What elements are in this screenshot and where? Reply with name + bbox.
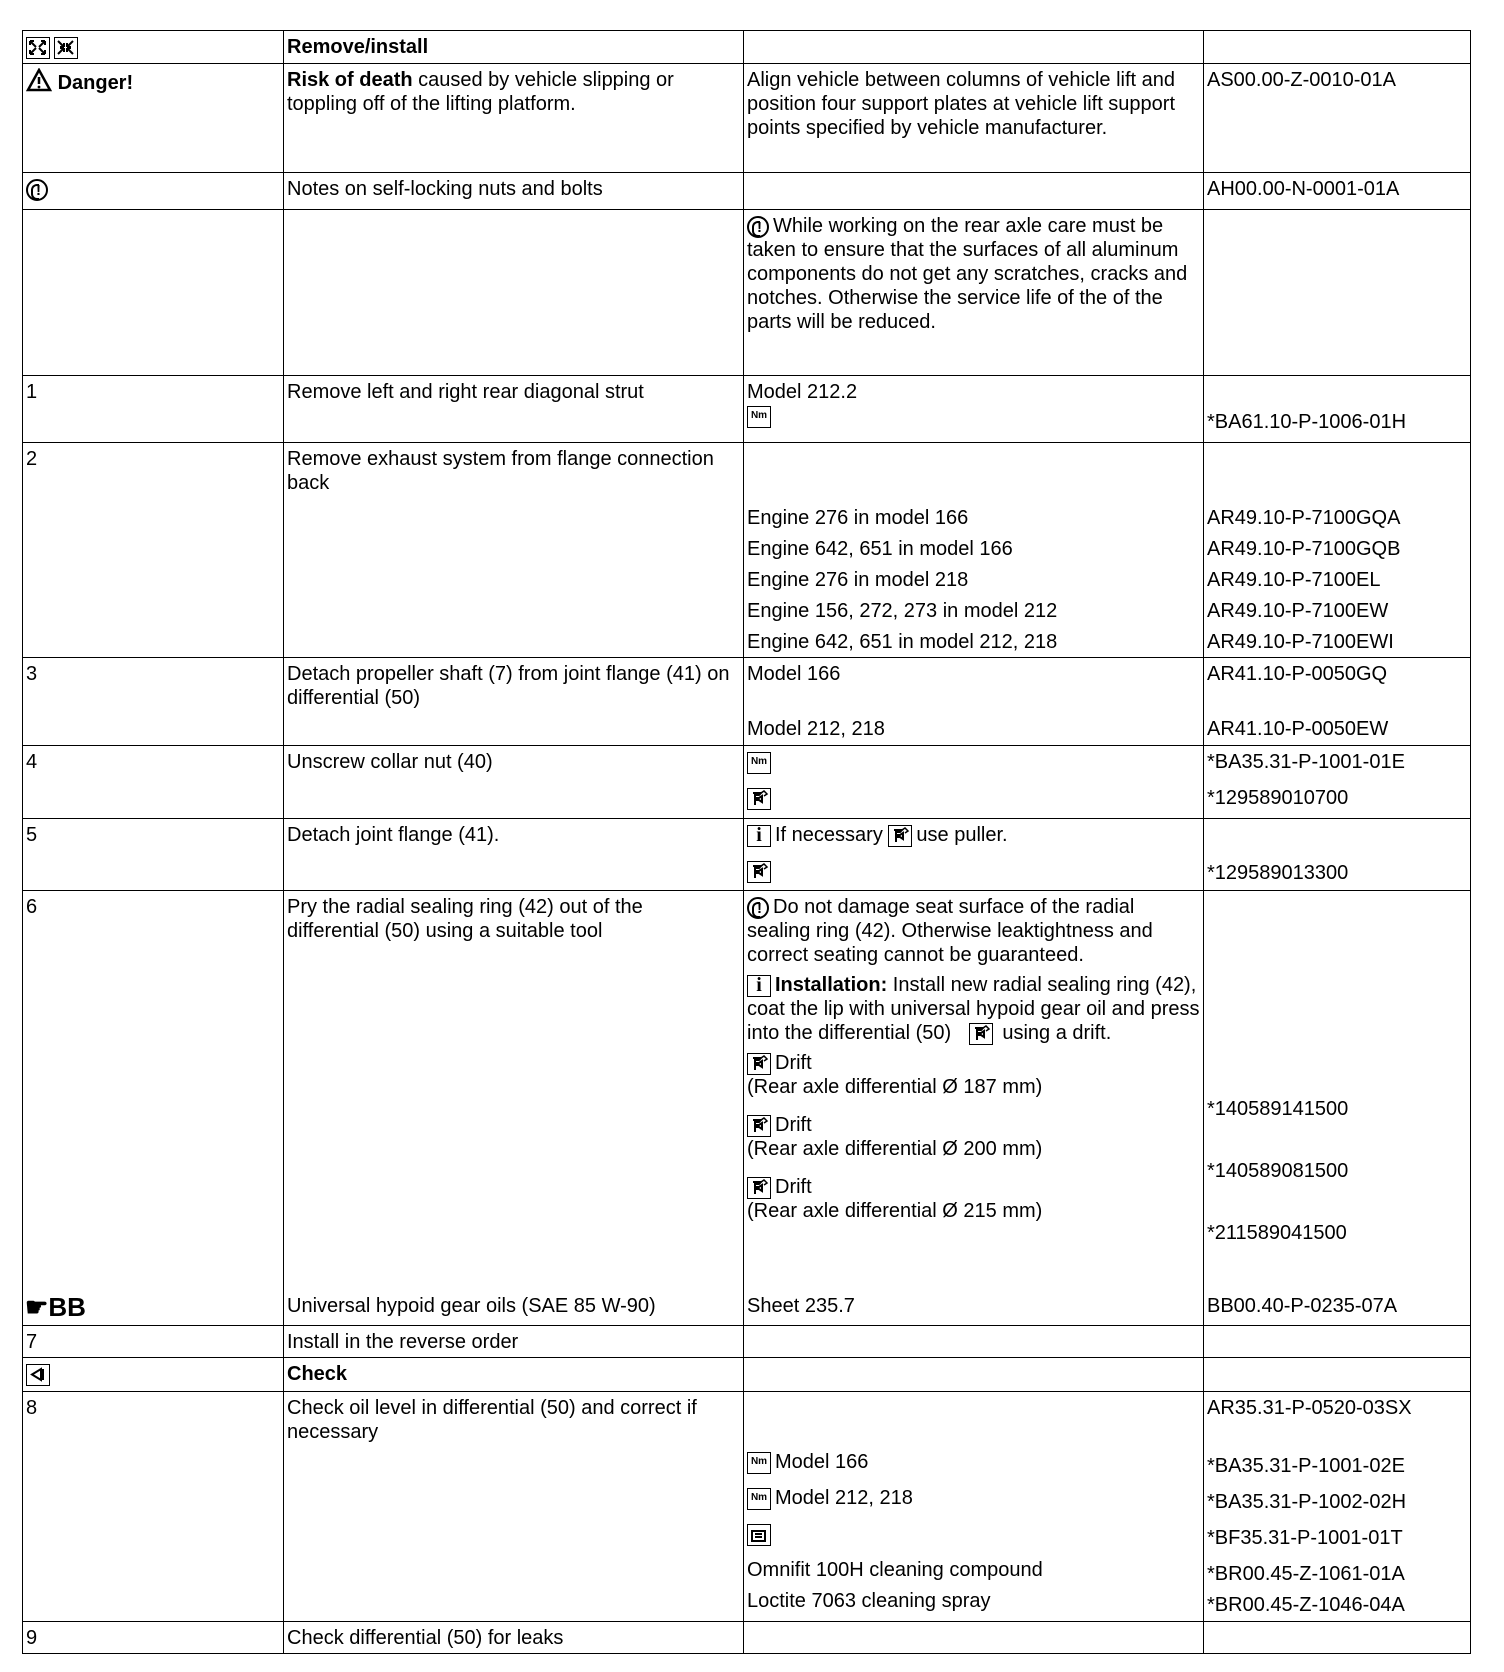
- step-row: [23, 891, 1471, 1326]
- step-text: Pry the radial sealing ring (42) out of the differential (50) using a suitable tool: [287, 896, 643, 942]
- reference-link[interactable]: *BA35.31-P-1002-02H: [1207, 1491, 1407, 1513]
- special-tool-icon: [888, 825, 912, 847]
- aluminum-note-row: [23, 210, 1471, 376]
- reference-link[interactable]: *129589013300: [1207, 862, 1349, 884]
- step-number: 5: [23, 819, 284, 891]
- step-number: 6: [26, 896, 38, 918]
- info-icon: i: [747, 975, 771, 997]
- installation-text: Install new radial sealing ring (42), coat the lip with universal hypoid gear oil and press into the differential (50): [747, 974, 1200, 1044]
- step-number: 1: [23, 376, 284, 443]
- oil-sheet: Sheet 235.7: [747, 1295, 855, 1317]
- remove-install-icons: [23, 31, 284, 64]
- info-text-end: use puller.: [916, 824, 1008, 846]
- installation-tail: using a drift.: [996, 1022, 1112, 1044]
- step-text: Detach propeller shaft (7) from joint flange (41) on differential (50): [284, 658, 744, 746]
- step-text: Check oil level in differential (50) and correct if necessary: [284, 1392, 744, 1622]
- danger-row: [23, 64, 1471, 173]
- reference-link[interactable]: AR49.10-P-7100EWI: [1207, 631, 1394, 653]
- special-tool-icon: [747, 1115, 771, 1137]
- remove-icon: [26, 37, 50, 59]
- reference-link[interactable]: *BF35.31-P-1001-01T: [1207, 1527, 1403, 1549]
- engine-spec: Engine 276 in model 218: [747, 569, 969, 591]
- model-spec: Model 212, 218: [747, 718, 885, 740]
- fluid-icon: [747, 1524, 771, 1546]
- risk-text: caused by vehicle slipping or toppling off of the lifting platform.: [287, 69, 674, 115]
- step-number: 7: [23, 1326, 284, 1358]
- warning-triangle-icon: [26, 68, 52, 98]
- danger-ref: AS00.00-Z-0010-01A: [1204, 64, 1471, 173]
- reference-link[interactable]: *211589041500: [1207, 1222, 1347, 1244]
- step-number: 3: [23, 658, 284, 746]
- engine-spec: Engine 156, 272, 273 in model 212: [747, 600, 1058, 622]
- step-row: [23, 819, 1471, 891]
- notes-text: Notes on self-locking nuts and bolts: [284, 173, 744, 210]
- reference-link[interactable]: AR49.10-P-7100EW: [1207, 600, 1389, 622]
- model-spec: Model 166: [775, 1451, 869, 1473]
- torque-icon: Nm: [747, 1452, 771, 1474]
- special-tool-icon: [747, 1053, 771, 1075]
- drift-label: Drift: [775, 1052, 812, 1074]
- header-row: [23, 31, 1471, 64]
- model-spec: Model 212, 218: [775, 1487, 913, 1509]
- installation-label: Installation:: [775, 974, 888, 996]
- caution-icon: [747, 216, 769, 238]
- reference-link[interactable]: *BA35.31-P-1001-02E: [1207, 1455, 1405, 1477]
- reference-link[interactable]: BB00.40-P-0235-07A: [1207, 1295, 1398, 1317]
- step-row: [23, 1326, 1471, 1358]
- special-tool-icon: [969, 1023, 993, 1045]
- notes-ref: AH00.00-N-0001-01A: [1204, 173, 1471, 210]
- bb-reference-marker: [25, 1292, 86, 1322]
- info-text: If necessary: [775, 824, 889, 846]
- risk-bold: Risk of death: [287, 69, 413, 91]
- engine-spec: Engine 642, 651 in model 212, 218: [747, 631, 1058, 653]
- check-header-row: [23, 1358, 1471, 1392]
- torque-icon: Nm: [747, 752, 771, 774]
- caution-icon: [26, 179, 48, 201]
- section-title: Remove/install: [284, 31, 744, 64]
- engine-spec: Engine 276 in model 166: [747, 507, 969, 529]
- special-tool-icon: [747, 861, 771, 883]
- reference-link[interactable]: *BA35.31-P-1001-01E: [1207, 751, 1405, 773]
- check-icon: [26, 1364, 50, 1386]
- caution-icon: [747, 897, 769, 919]
- cleaning-spec: Loctite 7063 cleaning spray: [747, 1590, 991, 1612]
- reference-link[interactable]: *129589010700: [1207, 787, 1349, 809]
- pointing-hand-icon: ☛: [25, 1292, 49, 1322]
- drift-desc: (Rear axle differential Ø 200 mm): [747, 1138, 1043, 1160]
- special-tool-icon: [747, 788, 771, 810]
- reference-link[interactable]: *BR00.45-Z-1046-04A: [1207, 1594, 1405, 1616]
- step-number: 9: [23, 1622, 284, 1654]
- reference-link[interactable]: *140589141500: [1207, 1098, 1349, 1120]
- caution-text: Do not damage seat surface of the radial sealing ring (42). Otherwise leaktightness and correct seating cannot be guaranteed.: [747, 896, 1153, 966]
- step-number: 2: [23, 443, 284, 658]
- engine-spec: Engine 642, 651 in model 166: [747, 538, 1013, 560]
- step-row: [23, 658, 1471, 746]
- step-row: [23, 1622, 1471, 1654]
- drift-label: Drift: [775, 1176, 812, 1198]
- torque-icon: Nm: [747, 406, 771, 428]
- reference-link[interactable]: AR41.10-P-0050GQ: [1207, 663, 1388, 685]
- reference-link[interactable]: *BA61.10-P-1006-01H: [1207, 411, 1407, 433]
- info-icon: i: [747, 825, 771, 847]
- step-number: 4: [23, 746, 284, 819]
- danger-action: Align vehicle between columns of vehicle lift and position four support plates at vehicle lift support points specified by vehicle manufacturer.: [744, 64, 1204, 173]
- step-text: Install in the reverse order: [284, 1326, 744, 1358]
- drift-desc: (Rear axle differential Ø 215 mm): [747, 1200, 1043, 1222]
- oil-text: Universal hypoid gear oils (SAE 85 W-90): [287, 1295, 656, 1317]
- aluminum-note: While working on the rear axle care must be taken to ensure that the surfaces of all aluminum components do not get any scratches, cracks and notches. Otherwise the service life of the of the parts will be reduced.: [747, 215, 1188, 333]
- reference-link[interactable]: AR49.10-P-7100GQA: [1207, 507, 1401, 529]
- reference-link[interactable]: AR49.10-P-7100EL: [1207, 569, 1381, 591]
- reference-link[interactable]: *140589081500: [1207, 1160, 1349, 1182]
- step-text: Remove exhaust system from flange connection back: [284, 443, 744, 658]
- reference-link[interactable]: AR49.10-P-7100GQB: [1207, 538, 1401, 560]
- torque-icon: Nm: [747, 1488, 771, 1510]
- model-spec: Model 166: [747, 663, 841, 685]
- check-title: Check: [284, 1358, 744, 1392]
- reference-link[interactable]: AR41.10-P-0050EW: [1207, 718, 1389, 740]
- model-spec: Model 212.2: [747, 381, 858, 403]
- step-row: [23, 376, 1471, 443]
- step-number: 8: [23, 1392, 284, 1622]
- step-text: Detach joint flange (41).: [284, 819, 744, 891]
- bb-label: BB: [48, 1292, 86, 1322]
- reference-link[interactable]: *BR00.45-Z-1061-01A: [1207, 1563, 1405, 1585]
- step-text: Unscrew collar nut (40): [284, 746, 744, 819]
- danger-label: Danger!: [57, 72, 134, 94]
- drift-desc: (Rear axle differential Ø 187 mm): [747, 1076, 1043, 1098]
- install-icon: [54, 37, 78, 59]
- step-row: [23, 1392, 1471, 1622]
- step-row: [23, 746, 1471, 819]
- notes-row: [23, 173, 1471, 210]
- reference-link[interactable]: AR35.31-P-0520-03SX: [1207, 1397, 1412, 1419]
- cleaning-spec: Omnifit 100H cleaning compound: [747, 1559, 1043, 1581]
- step-row: [23, 443, 1471, 658]
- special-tool-icon: [747, 1177, 771, 1199]
- drift-label: Drift: [775, 1114, 812, 1136]
- step-text: Remove left and right rear diagonal strut: [284, 376, 744, 443]
- step-text: Check differential (50) for leaks: [284, 1622, 744, 1654]
- procedure-table: [22, 30, 1471, 1654]
